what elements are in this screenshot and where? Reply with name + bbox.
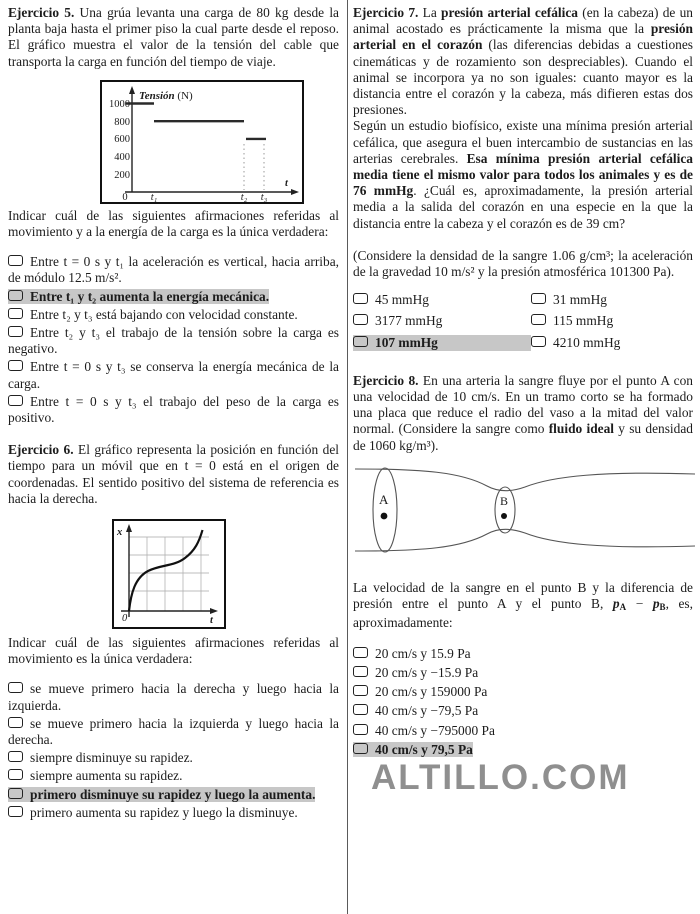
checkbox-icon[interactable] xyxy=(353,314,368,325)
point-a-dot xyxy=(381,512,388,519)
option xyxy=(8,289,339,305)
svg-text:t₁: t₁ xyxy=(150,191,158,202)
right-column xyxy=(353,5,694,797)
option xyxy=(531,292,693,308)
svg-text:600: 600 xyxy=(114,133,130,145)
option-label: Entre t₂ y t₃ el trabajo de la tensión sobre la carga es negativo. xyxy=(8,325,339,357)
svg-text:t₃: t₃ xyxy=(260,191,268,202)
option xyxy=(531,313,693,329)
checkbox-icon[interactable] xyxy=(8,769,23,780)
option xyxy=(353,646,693,662)
option xyxy=(353,703,693,719)
option xyxy=(353,313,531,329)
option-label: 31 mmHg xyxy=(553,292,607,308)
option xyxy=(8,750,339,766)
option-label: 40 cm/s y −79,5 Pa xyxy=(375,703,479,719)
option xyxy=(8,805,339,821)
checkbox-icon[interactable] xyxy=(8,290,23,301)
checkbox-icon[interactable] xyxy=(8,308,23,319)
svg-text:400: 400 xyxy=(114,151,130,163)
chart-x-axis-title: t xyxy=(210,615,213,627)
option-label: Entre t = 0 s y t₃ el trabajo del peso de la carga es positivo. xyxy=(8,393,339,426)
option xyxy=(8,768,339,784)
checkbox-icon[interactable] xyxy=(353,724,368,735)
option xyxy=(353,665,693,681)
option-label: siempre disminuye su rapidez. xyxy=(30,750,193,766)
checkbox-icon[interactable] xyxy=(531,293,546,304)
option-label: Entre t = 0 s y t₃ se conserva la energía mecánica de la carga. xyxy=(8,359,339,391)
exercise5-intro: Ejercicio 5. Una grúa levanta una carga de 80 kg desde la planta baja hasta el primer piso la cual parte desde el reposo. El gráfico muestra el valor de la tensión del cable que transporta la carga en función del tiempo de viaje. xyxy=(8,5,339,69)
left-column xyxy=(8,5,339,823)
checkbox-icon[interactable] xyxy=(353,666,368,677)
option-label: 45 mmHg xyxy=(375,292,429,308)
artery-diagram xyxy=(353,460,693,564)
option-label: Entre t₁ y t₂ aumenta la energía mecánica. xyxy=(30,288,270,304)
option xyxy=(353,684,693,700)
svg-text:0: 0 xyxy=(122,191,128,202)
checkbox-icon[interactable] xyxy=(531,314,546,325)
svg-text:1000: 1000 xyxy=(109,98,130,110)
svg-text:t₂: t₂ xyxy=(240,191,248,202)
checkbox-icon[interactable] xyxy=(8,751,23,762)
option-label: se mueve primero hacia la derecha y luego hacia la izquierda. xyxy=(8,681,339,713)
option xyxy=(8,254,339,286)
option xyxy=(8,787,339,803)
option xyxy=(531,335,693,351)
option xyxy=(8,681,339,713)
point-b-label: B xyxy=(500,493,509,508)
checkbox-icon[interactable] xyxy=(353,685,368,696)
option-label: 4210 mmHg xyxy=(553,334,621,350)
column-divider xyxy=(347,0,348,914)
svg-text:200: 200 xyxy=(114,169,130,181)
exercise5-prompt: Indicar cuál de las siguientes afirmaciones referidas al movimiento y a la energía de la carga es la única verdadera: xyxy=(8,207,339,240)
checkbox-icon[interactable] xyxy=(8,682,23,693)
checkbox-icon[interactable] xyxy=(531,336,546,347)
option-label: siempre aumenta su rapidez. xyxy=(30,768,183,784)
option-label: 3177 mmHg xyxy=(375,313,443,329)
option-label: 40 cm/s y −795000 Pa xyxy=(375,722,495,738)
option xyxy=(8,325,339,357)
option xyxy=(353,742,693,758)
svg-text:800: 800 xyxy=(114,116,130,128)
exercise7-data-note: (Considere la densidad de la sangre 1.06 g/cm³; la aceleración de la gravedad 10 m/s² y la presión atmosférica 101300 Pa). xyxy=(353,247,693,280)
exercise6-intro: Ejercicio 6. El gráfico representa la posición en función del tiempo para un móvil que en t = 0 está en el origen de coordenadas. El sentido positivo del sistema de referencia es hacia la derecha. xyxy=(8,442,339,506)
option-label: primero disminuye su rapidez y luego la aumenta. xyxy=(30,786,316,802)
exercise7-question: Según un estudio biofísico, existe una mínima presión arterial cefálica, que asegura el buen intercambio de sustancias en las arterias cerebrales. Esa mínima presión arterial cefálica media tiene el mismo valor para todos los animales y es de 76 mmHg. ¿Cuál es, aproximadamente, la presión arterial media a la salida del corazón en una especie en la que la distancia entre la cabeza y el corazón es de 39 cm? xyxy=(353,118,693,231)
option xyxy=(8,359,339,391)
chart-y-axis-title: Tensión (N) xyxy=(139,89,193,102)
checkbox-icon[interactable] xyxy=(353,336,368,347)
checkbox-icon[interactable] xyxy=(8,360,23,371)
option xyxy=(8,394,339,426)
option-label: 20 cm/s y 15.9 Pa xyxy=(375,645,471,661)
checkbox-icon[interactable] xyxy=(353,647,368,658)
option-label: 115 mmHg xyxy=(553,313,614,329)
tension-time-chart xyxy=(100,80,304,204)
exercise8-intro: Ejercicio 8. En una arteria la sangre fluye por el punto A con una velocidad de 10 cm/s. En un tramo corto se ha formado una placa que reduce el radio del vaso a la mitad del valor normal. (Considere la sangre como fluido ideal y su densidad de 1060 kg/m³). xyxy=(353,372,694,453)
option xyxy=(353,292,531,308)
checkbox-icon[interactable] xyxy=(8,395,23,406)
checkbox-icon[interactable] xyxy=(353,743,368,754)
option xyxy=(8,307,339,323)
chart-x-axis-title: t xyxy=(285,177,288,189)
exercise8-question: La velocidad de la sangre en el punto B y la diferencia de presión entre el punto A y el punto B, pA − pB, es, aproximadamente: xyxy=(353,580,693,631)
checkbox-icon[interactable] xyxy=(8,255,23,266)
option xyxy=(353,723,693,739)
position-time-chart xyxy=(112,519,226,629)
option-label: 20 cm/s y 159000 Pa xyxy=(375,684,488,700)
svg-text:0: 0 xyxy=(122,613,128,625)
option-label: 20 cm/s y −15.9 Pa xyxy=(375,664,479,680)
checkbox-icon[interactable] xyxy=(353,704,368,715)
option-label: primero aumenta su rapidez y luego la disminuye. xyxy=(30,804,298,820)
option-label: 107 mmHg xyxy=(375,334,438,350)
option-label: Entre t₂ y t₃ está bajando con velocidad constante. xyxy=(30,306,298,322)
checkbox-icon[interactable] xyxy=(8,788,23,799)
option-label: 40 cm/s y 79,5 Pa xyxy=(375,741,473,757)
option-label: se mueve primero hacia la izquierda y luego hacia la derecha. xyxy=(8,715,339,748)
checkbox-icon[interactable] xyxy=(8,326,23,337)
option xyxy=(8,716,339,748)
exercise6-prompt: Indicar cuál de las siguientes afirmaciones referidas al movimiento es la única verdadera: xyxy=(8,635,339,667)
checkbox-icon[interactable] xyxy=(8,806,23,817)
exercise7-options xyxy=(353,292,693,351)
exercise7-intro: Ejercicio 7. La presión arterial cefálica (en la cabeza) de un animal acostado es prácticamente la misma que la presión arterial en el corazón (las diferencias debidas a cuestiones cinemáticas y de rozamiento son despreciables). Cuando el animal se incorpora ya no son iguales: cuanto mayor es la distancia entre el corazón y la cabeza, más difieren estas dos presiones. xyxy=(353,5,694,118)
chart-y-axis-title: x xyxy=(117,527,123,539)
checkbox-icon[interactable] xyxy=(8,717,23,728)
option-label: Entre t = 0 s y t₁ la aceleración es vertical, hacia arriba, de módulo 12.5 m/s². xyxy=(8,254,339,286)
option xyxy=(353,335,531,351)
point-b-dot xyxy=(501,513,507,519)
point-a-label: A xyxy=(379,491,389,507)
checkbox-icon[interactable] xyxy=(353,293,368,304)
altillo-watermark: ALTILLO.COM xyxy=(371,757,630,797)
